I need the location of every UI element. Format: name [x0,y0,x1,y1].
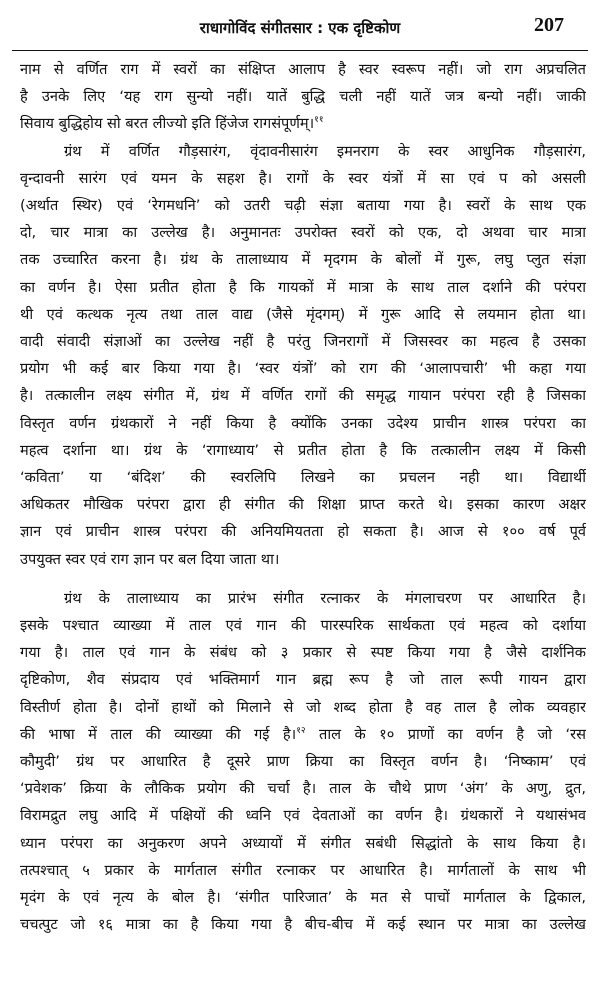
text-line: विरामद्रुत लघु आदि में पक्षियों की ध्वनि एवं देवताओं का वर्णन है। ग्रंथकारों ने यथासंभव [20,807,586,825]
text-line: तत्पश्चात् ५ प्रकार के मार्गताल संगीत रत्नाकर पर आधारित है। मार्गतालों के साथ भी [20,861,586,879]
text-line-content: सिवाय बुद्धिहोय सो बरत लीज्यो इति हिंजेज रागसंपूर्णम्। [20,115,315,133]
text-line: उपयुक्त स्वर एवं राग ज्ञान पर बल दिया जाता था। [20,550,280,568]
text-line: इसके पश्चात व्याख्या में ताल एवं गान की पारस्परिक सार्थकता एवं महत्व को दर्शाया [20,617,586,635]
text-line: ज्ञान एवं प्राचीन शास्त्र परंपरा की अनियमियतता हो सकता है। आज से १०० वर्ष पूर्व [20,523,586,541]
text-line: ग्रंथ के तालाध्याय का प्रारंभ संगीत रत्नाकर के मंगलाचरण पर आधारित है। [64,589,586,607]
text-line: प्रयोग भी कई बार किया गया है। ‘स्वर यंत्रों’ को राग की ‘आलापचारी’ भी कहा गया [20,360,586,378]
text-line: दृष्टिकोण, शैव संप्रदाय एवं भक्तिमार्ग गान ब्रह्म रूप है जो ताल रूपी गायन द्वारा [20,671,586,689]
text-line: (अर्थात स्थिर) एवं ‘रेगमधनि’ को उतरी चढ़ी संज्ञा बताया गया है। स्वरों के साथ एक [20,197,586,215]
paragraph-gap [20,573,586,585]
text-line: महत्व दर्शाना था। ग्रंथ के ‘रागाध्याय’ से प्रतीत होता है कि तत्कालीन लक्ष्य में किसी [20,441,586,459]
paragraph-3 [20,585,586,939]
running-header-title: राधागोविंद संगीतसार : एक दृष्टिकोण [199,19,401,37]
text-line: वादी संवादी संज्ञाओं का उल्लेख नहीं है परंतु जिनरागों में जिसस्वर का महत्व है उसका [20,333,586,351]
page-number: 207 [534,14,564,36]
text-line: ‘कविता’ या ‘बंदिश’ की स्वरलिपि लिखने का प्रचलन नही था। विद्यार्थी [20,469,586,487]
text-line: दो, चार मात्रा का उल्लेख है। अनुमानतः उपरोक्त स्वरों को एक, दो अथवा चार मात्रा [20,224,586,242]
text-line: का वर्णन है। ऐसा प्रतीत होता है कि गायकों में मात्रा के साथ ताल दर्शाने की परंपरा [20,278,586,296]
page-header [0,12,600,52]
text-line: विस्तीर्ण होता है। दोनों हाथों को मिलाने से जो शब्द होता है वह ताल है लोक व्यवहार [20,698,586,716]
text-line: ध्यान परंपरा का अनुकरण अपने अध्यायों में संगीत सबंधी सिद्धांतो के साथ किया है। [20,834,586,852]
text-line: कौमुदी’ ग्रंथ पर आधारित है दूसरे प्राण क्रिया का विस्तृत वर्णन है। ‘निष्काम’ एवं [20,753,586,771]
footnote-reference: १२ [296,726,306,737]
text-line: विस्तृत वर्णन ग्रंथकारों ने नहीं किया है क्योंकि उनका उदेश्य प्राचीन शास्त्र परंपरा का [20,414,586,432]
footnote-reference: ११ [314,115,324,126]
text-line-content: की भाषा में ताल की व्याख्या की गई है। [20,725,297,743]
body-text [20,56,586,939]
text-line: अधिकतर मौखिक परंपरा द्वारा ही संगीत की शिक्षा प्राप्त करते थे। इसका कारण अक्षर [20,496,586,514]
paragraph-2 [20,138,586,573]
text-line: ग्रंथ में वर्णित गौड़सारंग, वृंदावनीसारंग इमनराग के स्वर आधुनिक गौड़सारंग, [64,142,586,160]
text-line: मृदंग के एवं नृत्य के बोल है। ‘संगीत पारिजात’ के मत से पाचों मार्गताल के द्विकाल, [20,889,586,907]
text-line-content: ताल के १० प्राणों का वर्णन है जो ‘रस [305,725,586,743]
text-line: नाम से वर्णित राग में स्वरों का संक्षिप्त आलाप है स्वर स्वरूप नहीं। जो राग अप्रचलित [20,61,586,78]
text-line: थी एवं कत्थक नृत्य तथा ताल वाद्य (जैसे मृंदगम्) में गुरू आदि से लयमान होता था। [20,305,586,323]
paragraph-1 [20,56,586,138]
text-line: चचत्पुट जो १६ मात्रा का है किया गया है बीच-बीच में कई स्थान पर मात्रा का उल्लेख [20,916,586,934]
header-divider [12,50,588,51]
text-line: ‘प्रवेशक’ क्रिया के लौकिक प्रयोग की चर्चा है। ताल के चौथे प्राण ‘अंग’ के अणु, द्रुत, [20,780,586,798]
text-line [20,110,586,137]
text-line: है उनके लिए ‘यह राग सुन्यो नहीं। यातें बुद्धि चली नहीं यातें जत्र बन्यो नहीं। जाकी [20,88,586,106]
text-line [20,721,586,748]
text-line: गया है। ताल एवं गान के संबंध को ३ प्रकार से स्पष्ट किया गया है जैसे दार्शनिक [20,644,586,662]
text-line: वृन्दावनी सारंग एवं यमन के सहश है। रागों के स्वर यंत्रों में सा एवं प को असली [20,169,586,187]
text-line: है। तत्कालीन लक्ष्य संगीत में, ग्रंथ में वर्णित रागों की समृद्ध गायान परंपरा रही है जिसका [20,387,586,405]
text-line: तक उच्चारित करना है। ग्रंथ के तालाध्याय में मृदगम के बोलों में गुरू, लघु प्लुत संज्ञा [20,251,586,269]
